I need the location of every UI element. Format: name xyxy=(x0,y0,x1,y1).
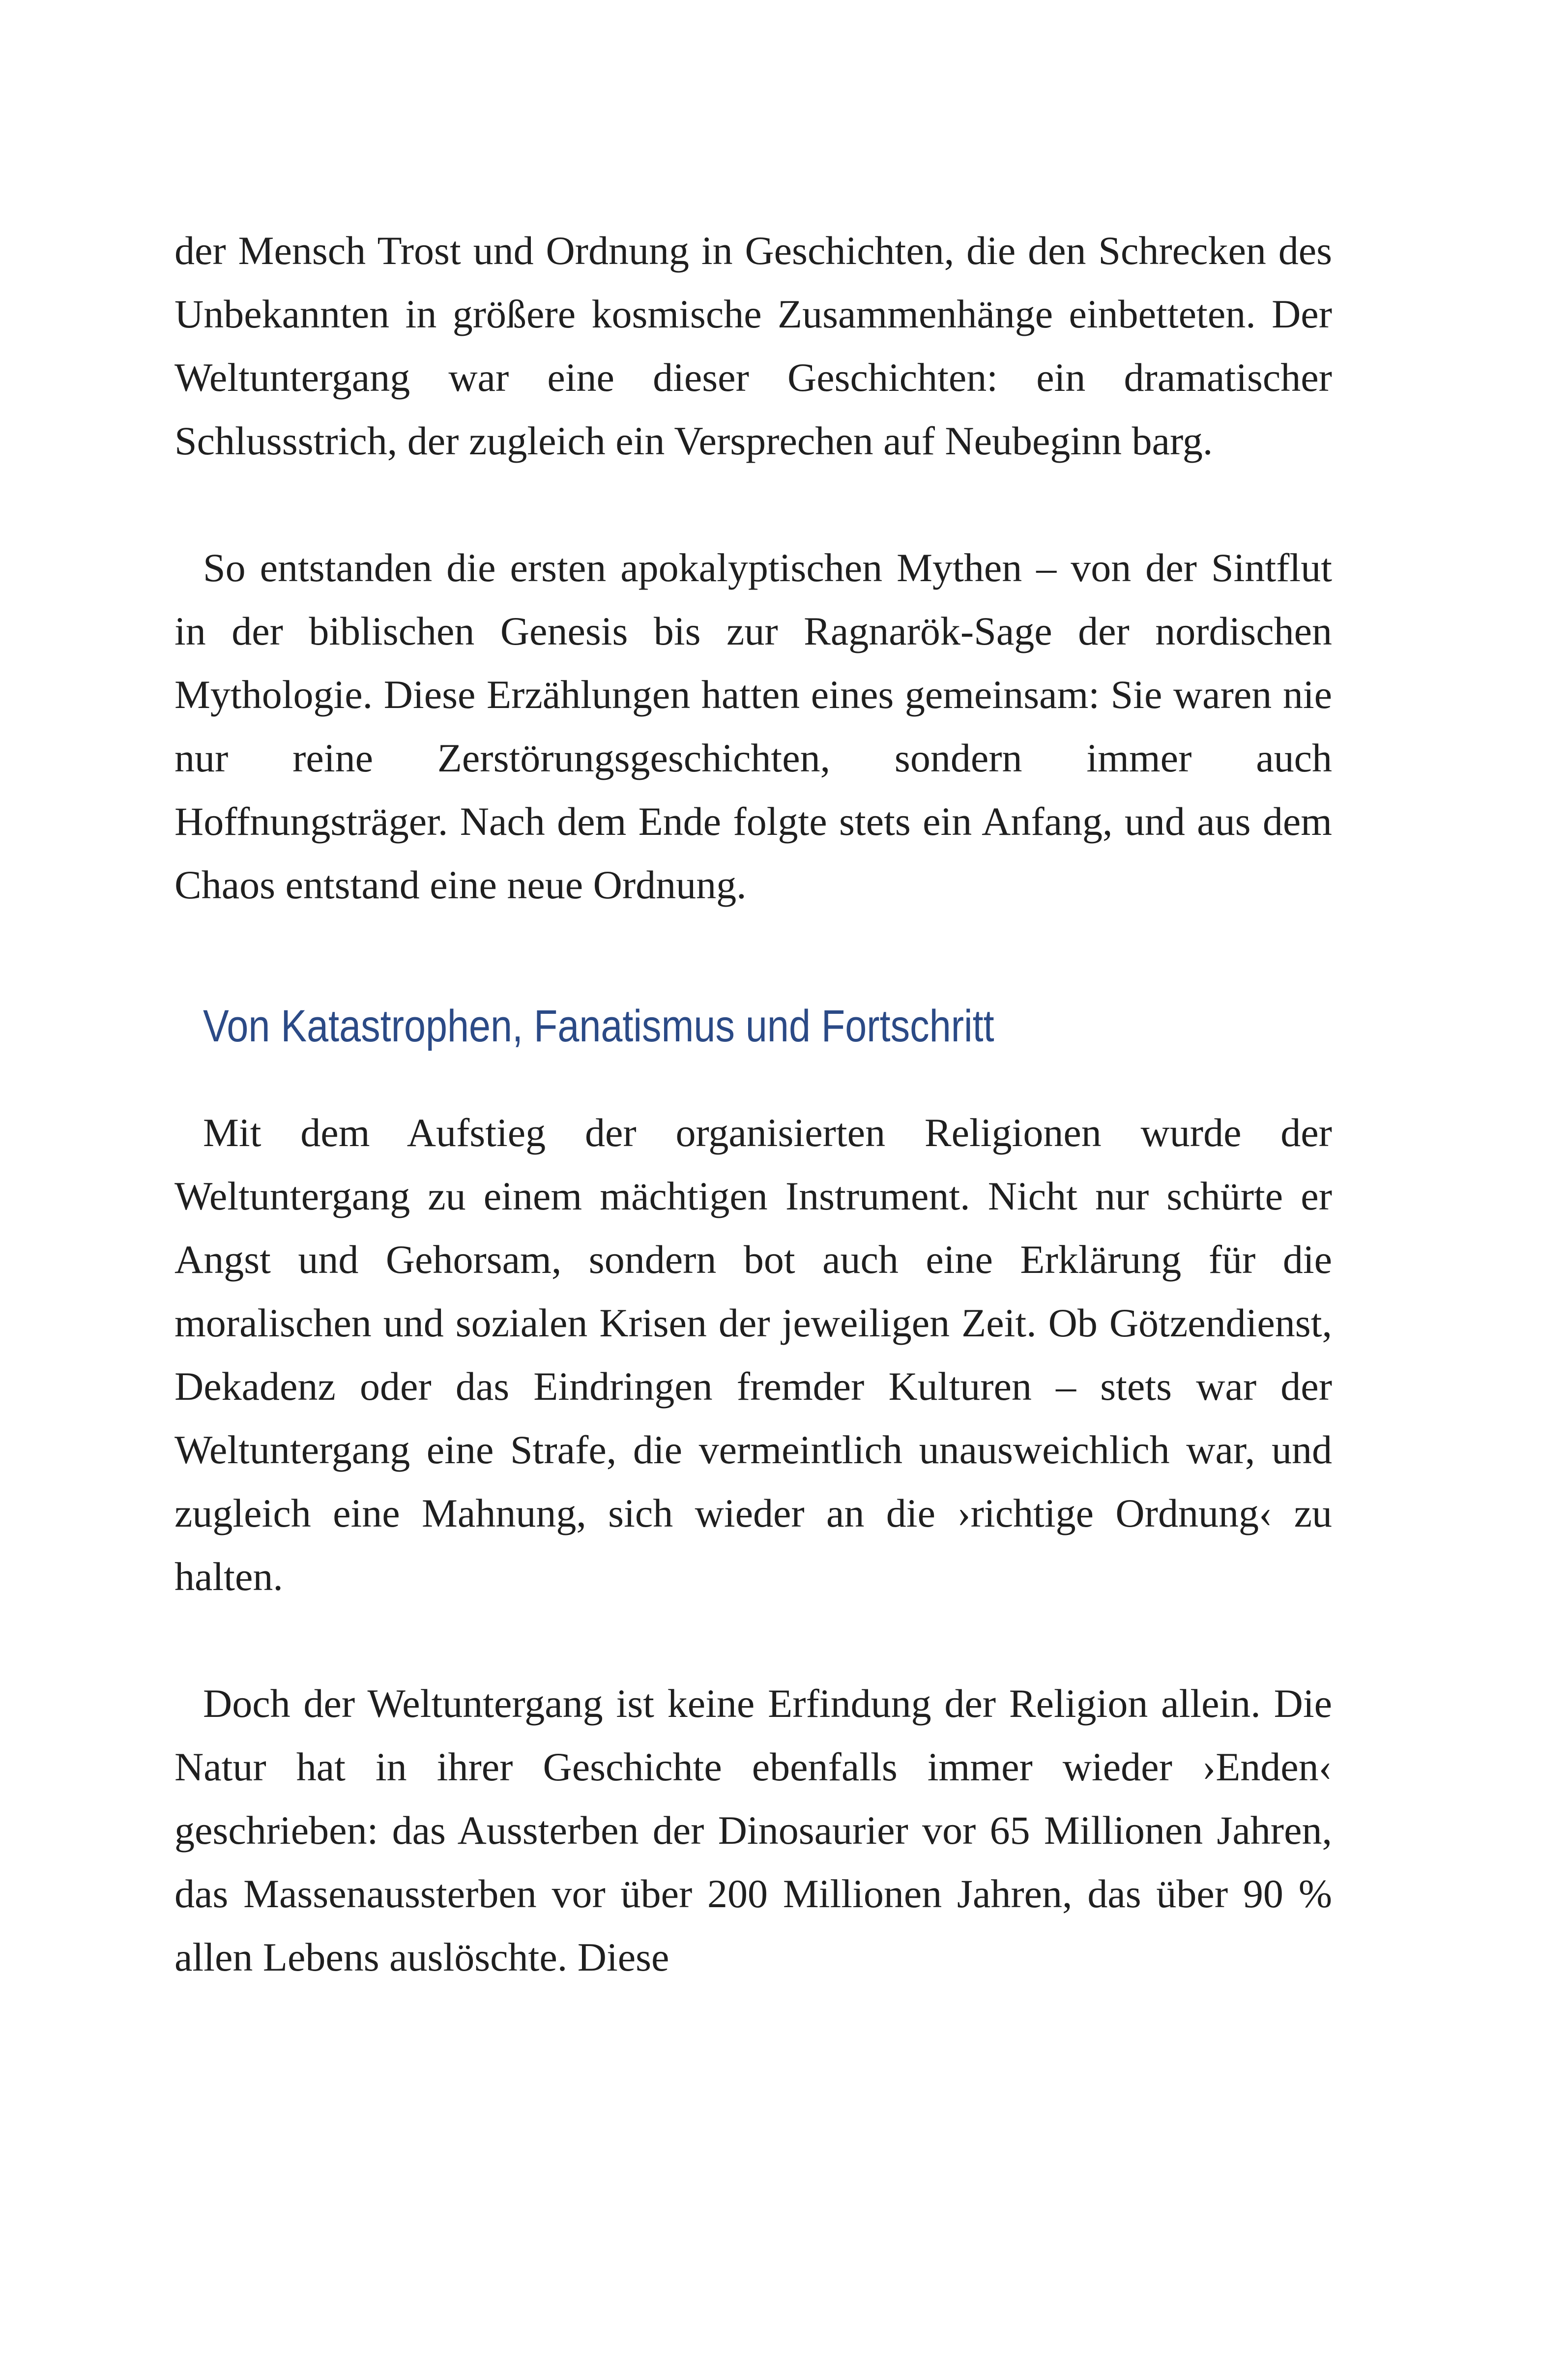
paragraph-nature-endings: Doch der Weltuntergang ist keine Erfindung der Religion allein. Die Natur hat in ihrer Geschichte ebenfalls immer wieder ›Enden‹ geschrieben: das Aussterben der Dinosaurier vor 65 Millionen Jahren, das Massenaussterben vor über 200 Millionen Jahren, das über 90 % allen Lebens auslöschte. Diese xyxy=(174,1681,1332,1979)
paragraph-continuation: der Mensch Trost und Ordnung in Geschichten, die den Schrecken des Unbekannten in größere kosmische Zusammenhänge einbetteten. Der Weltuntergang war eine dieser Geschichten: ein dramatischer Schlussstrich, der zugleich ein Versprechen auf Neubeginn barg. xyxy=(174,228,1332,463)
section-heading: Von Katastrophen, Fanatismus und Fortschritt xyxy=(203,1001,994,1051)
paragraph-apocalyptic-myths: So entstanden die ersten apokalyptischen Mythen – von der Sintflut in der biblischen Genesis bis zur Ragnarök-Sage der nordischen Mythologie. Diese Erzählungen hatten eines gemeinsam: Sie waren nie nur reine Zerstörungsgeschichten, sondern immer auch Hoffnungsträger. Nach dem Ende folgte stets ein Anfang, und aus dem Chaos entstand eine neue Ordnung. xyxy=(174,545,1332,907)
paragraph-organized-religions: Mit dem Aufstieg der organisierten Religionen wurde der Weltuntergang zu einem mächtigen Instrument. Nicht nur schürte er Angst und Gehorsam, sondern bot auch eine Erklärung für die moralischen und sozialen Krisen der jeweiligen Zeit. Ob Götzendienst, Dekadenz oder das Eindringen fremder Kulturen – stets war der Weltuntergang eine Strafe, die vermeintlich unausweichlich war, und zugleich eine Mahnung, sich wieder an die ›richtige Ordnung‹ zu halten. xyxy=(174,1110,1332,1599)
book-page xyxy=(174,219,1332,1989)
